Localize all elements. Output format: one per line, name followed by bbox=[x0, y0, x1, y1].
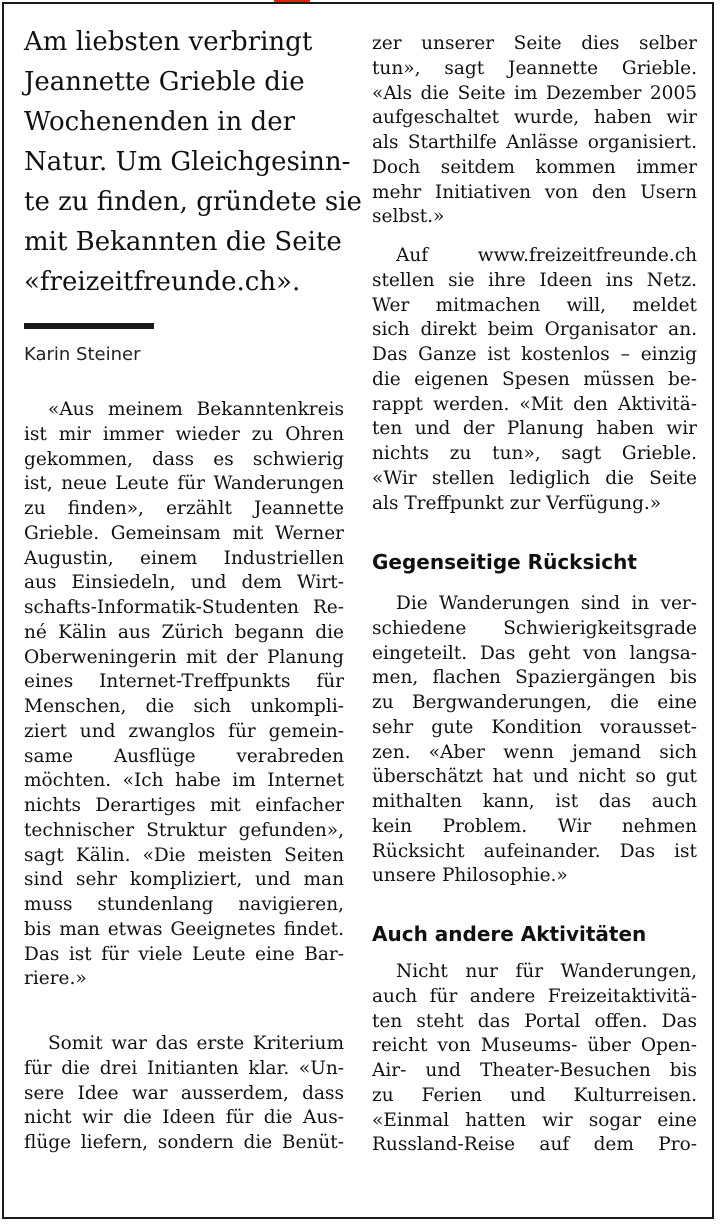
body-line: unsere Philosophie.» bbox=[372, 865, 568, 887]
body-line: für die drei Initianten klar. «Un- bbox=[24, 1057, 344, 1079]
body-line: Grieble. Gemeinsam mit Werner bbox=[24, 522, 344, 544]
body-line: überschätzt hat und nicht so gut bbox=[372, 766, 697, 788]
body-line: Wer mitmachen will, meldet bbox=[372, 294, 697, 316]
body-line: muss stundenlang navigieren, bbox=[24, 894, 344, 915]
body-line: men, flachen Spaziergängen bis bbox=[372, 667, 697, 689]
lead-line: Am liebsten verbringt bbox=[24, 27, 313, 57]
body-line: Die Wanderungen sind in ver- bbox=[396, 593, 697, 614]
body-line: mithalten kann, ist das auch bbox=[372, 791, 697, 812]
body-line: nicht wir die Ideen für die Aus- bbox=[24, 1107, 344, 1129]
body-line: als Starthilfe Anlässe organisiert. bbox=[372, 132, 697, 153]
body-line: sich direkt beim Organisator an. bbox=[372, 319, 697, 341]
body-line: Russland-Reise auf dem Pro- bbox=[372, 1134, 697, 1156]
body-line: eines Internet-Treffpunkts für bbox=[24, 671, 344, 693]
lead-line: mit Bekannten die Seite bbox=[24, 227, 342, 257]
body-line: nichts Derartiges mit einfacher bbox=[24, 795, 344, 816]
body-line: zer unserer Seite dies selber bbox=[372, 33, 697, 54]
body-line: ten steht das Portal offen. Das bbox=[372, 1010, 697, 1032]
body-line: sehr gute Kondition vorausset- bbox=[372, 716, 697, 738]
body-line: schiedene Schwierigkeitsgrade bbox=[372, 617, 697, 639]
lead-line: te zu finden, gründete sie bbox=[24, 187, 362, 217]
body-line: zen. «Aber wenn jemand sich bbox=[372, 741, 697, 763]
body-line: tun», sagt Jeannette Grieble. bbox=[372, 57, 697, 79]
body-line: ziert und zwanglos für gemein- bbox=[24, 720, 344, 742]
byline-rule bbox=[24, 323, 154, 329]
body-line: Nicht nur für Wanderungen, bbox=[396, 961, 697, 982]
body-line: zu Ferien und Kulturreisen. bbox=[372, 1084, 697, 1106]
body-line: Air- und Theater-Besuchen bis bbox=[372, 1060, 697, 1081]
body-line: gekommen, dass es schwierig bbox=[24, 448, 344, 470]
author-byline: Karin Steiner bbox=[24, 344, 141, 365]
section-heading-gegenseitige-ruecksicht: Gegenseitige Rücksicht bbox=[372, 550, 637, 574]
body-line: ist, neue Leute für Wanderungen bbox=[24, 473, 344, 495]
lead-line: Jeannette Grieble die bbox=[24, 67, 305, 97]
body-line: bis man etwas Geeignetes findet. bbox=[24, 918, 344, 940]
body-line: eingeteilt. Das geht von langsa- bbox=[372, 642, 697, 664]
section-heading-auch-andere-aktivitaeten: Auch andere Aktivitäten bbox=[372, 922, 647, 946]
body-line: Oberweningerin mit der Planung bbox=[24, 646, 344, 668]
body-line: flüge liefern, sondern die Benüt- bbox=[24, 1132, 344, 1153]
body-line: ist mir immer wieder zu Ohren bbox=[24, 423, 344, 445]
body-line: Doch seitdem kommen immer bbox=[372, 156, 697, 178]
body-line: sind sehr kompliziert, und man bbox=[24, 869, 344, 891]
body-line: aus Einsiedeln, und dem Wirt- bbox=[24, 572, 344, 594]
body-line: kein Problem. Wir nehmen bbox=[372, 815, 697, 837]
body-line: «Einmal hatten wir sogar eine bbox=[372, 1109, 697, 1131]
body-line: schafts-Informatik-Studenten Re- bbox=[24, 597, 344, 618]
body-line: technischer Struktur gefunden», bbox=[24, 819, 344, 841]
body-line: «Aus meinem Bekanntenkreis bbox=[48, 399, 344, 420]
body-line: die eigenen Spesen müssen be- bbox=[372, 368, 697, 390]
body-line: aufgeschaltet wurde, haben wir bbox=[372, 107, 697, 129]
body-line: same Ausflüge verabreden bbox=[24, 745, 344, 767]
body-line: Das Ganze ist kostenlos – einzig bbox=[372, 344, 697, 365]
lead-line: Natur. Um Gleichgesinn- bbox=[24, 147, 351, 177]
body-line: «Wir stellen lediglich die Seite bbox=[372, 467, 697, 489]
body-line: zu Bergwanderungen, die eine bbox=[372, 692, 697, 713]
lead-line: «freizeitfreunde.ch». bbox=[24, 267, 301, 297]
body-line: auch für andere Freizeitaktivitä- bbox=[372, 985, 697, 1007]
body-line: Augustin, einem Industriellen bbox=[24, 547, 344, 569]
body-line: rappt werden. «Mit den Aktivitä- bbox=[372, 393, 697, 415]
body-line: zu finden», erzählt Jeannette bbox=[24, 498, 344, 519]
body-line: sagt Kälin. «Die meisten Seiten bbox=[24, 844, 344, 866]
body-line: sere Idee war ausserdem, dass bbox=[24, 1082, 344, 1104]
body-line: ten und der Planung haben wir bbox=[372, 418, 697, 440]
body-line: Auf www.freizeitfreunde.ch bbox=[396, 245, 697, 266]
body-line: mehr Initiativen von den Usern bbox=[372, 181, 697, 203]
body-line: «Als die Seite im Dezember 2005 bbox=[372, 82, 697, 104]
body-line: né Kälin aus Zürich begann die bbox=[24, 621, 344, 643]
body-line: reicht von Museums- über Open- bbox=[372, 1035, 697, 1057]
body-line: Rücksicht aufeinander. Das ist bbox=[372, 840, 697, 862]
lead-line: Wochenenden in der bbox=[24, 107, 296, 137]
body-line: selbst.» bbox=[372, 206, 445, 228]
body-line: möchten. «Ich habe im Internet bbox=[24, 770, 344, 792]
body-line: riere.» bbox=[24, 968, 87, 990]
body-line: Somit war das erste Kriterium bbox=[48, 1033, 344, 1054]
body-line: Das ist für viele Leute eine Bar- bbox=[24, 943, 344, 965]
body-line: stellen sie ihre Ideen ins Netz. bbox=[372, 269, 697, 291]
body-line: Menschen, die sich unkompli- bbox=[24, 696, 344, 717]
body-line: als Treffpunkt zur Verfügung.» bbox=[372, 492, 662, 514]
body-line: nichts zu tun», sagt Grieble. bbox=[372, 443, 697, 464]
